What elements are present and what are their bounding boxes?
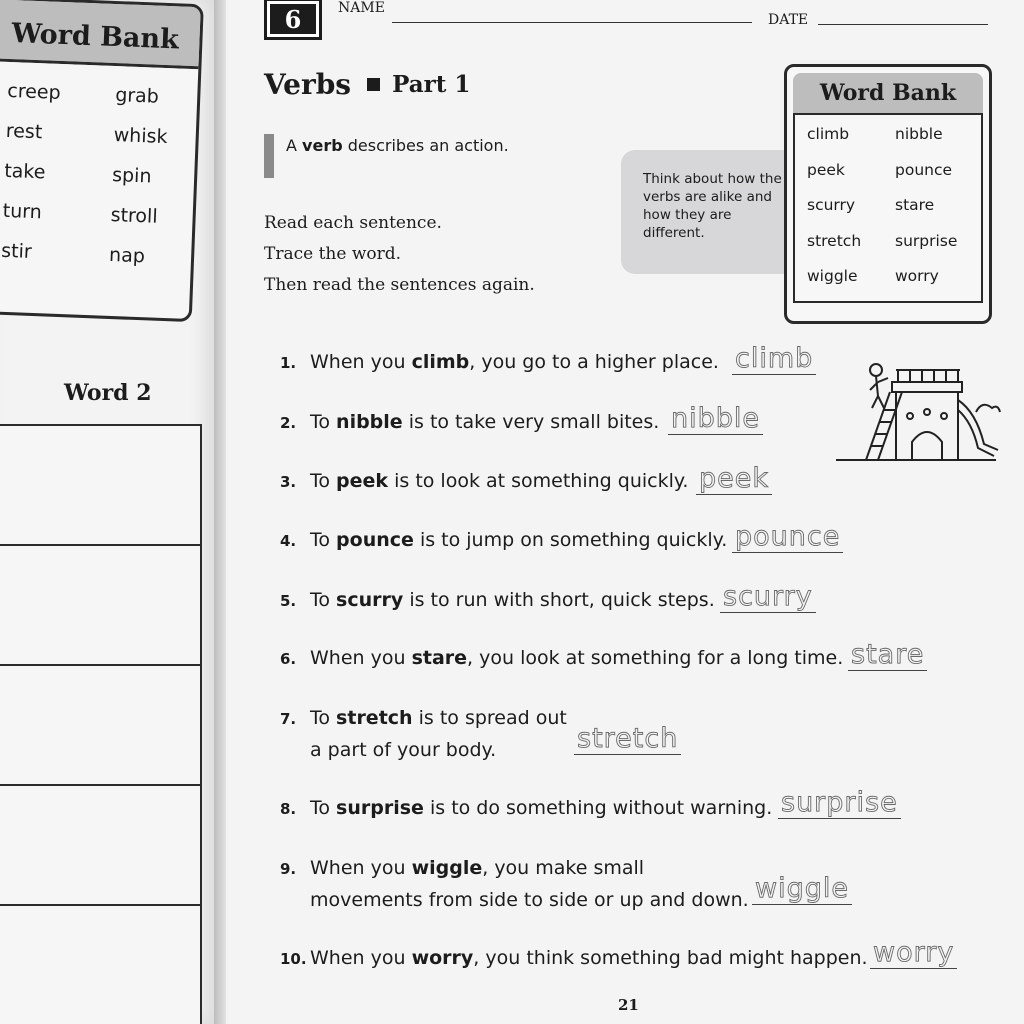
instruction-line: Read each sentence. (264, 213, 442, 233)
sentence-6: 6. When you stare, you look at something for a long time. (280, 647, 844, 669)
word-bank-word: scurry (807, 196, 856, 214)
sentence-5: 5. To scurry is to run with short, quick steps. (280, 589, 715, 611)
right-page (226, 0, 1024, 1024)
instructions (264, 208, 535, 301)
name-field[interactable] (392, 22, 752, 23)
word-bank-word: whisk (113, 124, 168, 149)
word-bank-word: nap (108, 243, 146, 268)
word-bank-word: worry (895, 267, 939, 285)
lesson-number-box (264, 0, 322, 40)
sentence-3: 3. To peek is to look at something quickly. (280, 470, 689, 492)
word-bank-word: surprise (895, 231, 958, 250)
sentence-7: 7. To stretch is to spread out a part of your body. (280, 707, 567, 761)
trace-word-6[interactable]: stare (848, 640, 927, 671)
trace-word-5[interactable]: scurry (720, 582, 816, 613)
left-page (0, 0, 218, 1024)
sentence-9: 9. When you wiggle, you make small movements from side to side or up and down. (280, 857, 749, 911)
writing-row[interactable] (0, 784, 202, 904)
playground-slide-illustration (826, 352, 1006, 468)
word-bank-word: climb (807, 125, 850, 143)
left-word-bank-title: Word Bank (0, 0, 201, 69)
callout-text: Think about how the verbs are alike and how they are different. (643, 171, 782, 241)
word-bank-word: turn (2, 199, 43, 224)
word-bank-title: Word Bank (793, 73, 983, 115)
trace-word-9[interactable]: wiggle (752, 874, 852, 905)
title-part: Part 1 (392, 71, 471, 98)
sentence-8: 8. To surprise is to do something without warning. (280, 797, 773, 819)
word2-heading: Word 2 (64, 380, 152, 406)
trace-word-4[interactable]: pounce (732, 522, 843, 553)
sentence-1: 1. When you climb, you go to a higher place. (280, 351, 719, 373)
writing-row[interactable] (0, 424, 202, 544)
page-number: 21 (618, 996, 639, 1014)
writing-table (0, 424, 202, 1024)
date-field[interactable] (818, 24, 988, 25)
word-bank-word: take (3, 159, 46, 184)
left-word-bank (0, 0, 204, 322)
trace-word-8[interactable]: surprise (778, 788, 901, 819)
lesson-number: 6 (270, 4, 316, 34)
word-bank-word: spin (111, 163, 152, 188)
instruction-line: Trace the word. (264, 244, 402, 264)
page-title (264, 68, 470, 101)
word-bank-word: pounce (895, 160, 953, 179)
square-bullet-icon (367, 78, 380, 91)
sentence-2: 2. To nibble is to take very small bites. (280, 411, 660, 433)
word-bank-word: stare (895, 196, 935, 214)
think-callout (621, 150, 811, 274)
word-bank-word: stroll (110, 203, 159, 228)
trace-word-2[interactable]: nibble (668, 404, 763, 435)
definition-note (264, 134, 509, 178)
name-label: NAME (338, 0, 385, 16)
title-text: Verbs (264, 68, 352, 101)
trace-word-3[interactable]: peek (696, 464, 772, 495)
word-bank-word: grab (114, 84, 160, 108)
left-word-bank-list (0, 61, 198, 269)
word-bank (784, 64, 992, 324)
definition-text: A verb describes an action. (286, 136, 509, 155)
sentence-10: 10. When you worry, you think something bad might happen. (280, 947, 868, 969)
date-label: DATE (768, 12, 809, 28)
writing-row[interactable] (0, 664, 202, 784)
trace-word-10[interactable]: worry (870, 938, 957, 969)
definition-bar-icon (264, 134, 274, 178)
sentence-4: 4. To pounce is to jump on something quickly. (280, 529, 728, 551)
word-bank-word: peek (807, 160, 845, 179)
trace-word-1[interactable]: climb (732, 344, 816, 375)
word-bank-list (793, 115, 983, 303)
word-bank-word: nibble (895, 125, 943, 143)
trace-word-7[interactable]: stretch (574, 724, 681, 755)
writing-row[interactable] (0, 544, 202, 664)
word-bank-word: stretch (807, 231, 862, 250)
word-bank-word: stir (0, 239, 33, 263)
writing-row[interactable] (0, 904, 202, 1024)
instruction-line: Then read the sentences again. (264, 275, 535, 295)
word-bank-word: rest (5, 119, 43, 144)
word-bank-word: wiggle (807, 267, 858, 285)
word-bank-word: creep (6, 79, 62, 104)
